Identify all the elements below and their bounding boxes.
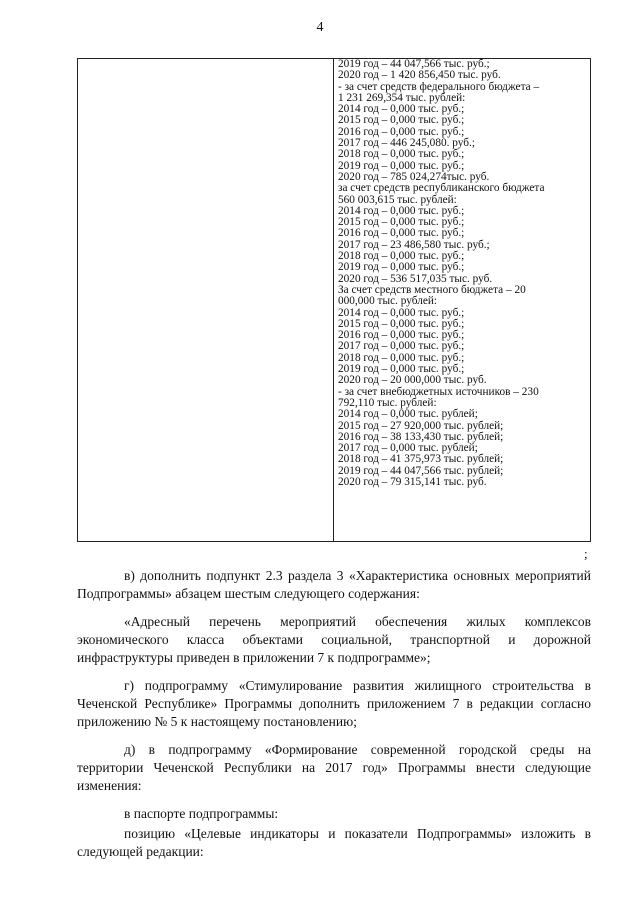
table-closing-semicolon: ;	[584, 546, 588, 561]
funding-line: 2018 год – 0,000 тыс. руб.;	[338, 351, 465, 364]
table-cell-funding	[334, 59, 591, 542]
funding-line: За счет средств местного бюджета – 20	[338, 283, 526, 296]
funding-list	[334, 59, 590, 488]
funding-line: 1 231 269,354 тыс. рублей:	[338, 91, 466, 104]
funding-line: 2018 год – 0,000 тыс. руб.;	[338, 250, 465, 263]
funding-line: 2014 год – 0,000 тыс. руб.;	[338, 306, 465, 319]
funding-line: - за счет внебюджетных источников – 230	[338, 385, 539, 398]
page-number: 4	[316, 20, 324, 35]
paragraph-v: в) дополнить подпункт 2.3 раздела 3 «Характеристика основных мероприятий Подпрограммы» абзацем шестым следующего содержания:	[77, 568, 591, 601]
funding-line: 2017 год – 23 486,580 тыс. руб.;	[338, 238, 490, 251]
funding-line: 2020 год – 20 000,000 тыс. руб.	[338, 374, 487, 387]
funding-line: 2016 год – 0,000 тыс. руб.;	[338, 125, 465, 138]
funding-line: за счет средств республиканского бюджета	[338, 182, 545, 195]
paragraph-position: позицию «Целевые индикаторы и показатели Подпрограммы» изложить в следующей редакции:	[77, 826, 591, 859]
funding-line: 2019 год – 0,000 тыс. руб.;	[338, 159, 465, 172]
funding-line: 2020 год – 1 420 856,450 тыс. руб.	[338, 69, 501, 82]
paragraph-passport: в паспорте подпрограммы:	[124, 806, 279, 821]
funding-line: 2017 год – 446 245,080. руб.;	[338, 137, 475, 150]
table-cell-label	[78, 59, 334, 542]
funding-line: 2019 год – 44 047,566 тыс. рублей;	[338, 464, 504, 477]
funding-line: 2014 год – 0,000 тыс. руб.;	[338, 103, 465, 116]
funding-line: 2014 год – 0,000 тыс. руб.;	[338, 204, 465, 217]
funding-line: 2019 год – 0,000 тыс. руб.;	[338, 363, 465, 376]
paragraph-address-list: «Адресный перечень мероприятий обеспечения жилых комплексов экономического класса объектами социальной, транспортной и дорожной инфраструктуры приведен в приложении 7 к подпрограмме»;	[77, 614, 591, 665]
funding-line: 2019 год – 0,000 тыс. руб.;	[338, 261, 465, 274]
paragraph-g: г) подпрограмму «Стимулирование развития жилищного строительства в Чеченской Республике» Программы дополнить приложением 7 в редакции согласно приложению № 5 к настоящему постановлению;	[77, 678, 591, 729]
funding-line: 2014 год – 0,000 тыс. рублей;	[338, 408, 478, 421]
funding-line: 792,110 тыс. рублей:	[338, 396, 437, 409]
funding-line: 2019 год – 44 047,566 тыс. руб.;	[338, 58, 490, 70]
funding-line: 2016 год – 0,000 тыс. руб.;	[338, 329, 465, 342]
funding-line: 000,000 тыс. рублей:	[338, 295, 438, 308]
funding-line: - за счет средств федерального бюджета –	[338, 80, 540, 93]
funding-line: 2016 год – 0,000 тыс. руб.;	[338, 227, 465, 240]
funding-line: 2015 год – 27 920,000 тыс. рублей;	[338, 419, 504, 432]
passport-table	[77, 58, 591, 542]
funding-line: 2020 год – 536 517,035 тыс. руб.	[338, 272, 493, 285]
amendment-text	[77, 567, 591, 871]
funding-line: 2020 год – 79 315,141 тыс. руб.	[338, 475, 487, 488]
funding-line: 2018 год – 0,000 тыс. руб.;	[338, 148, 465, 161]
funding-line: 2015 год – 0,000 тыс. руб.;	[338, 317, 465, 330]
funding-line: 560 003,615 тыс. рублей:	[338, 193, 457, 206]
funding-line: 2017 год – 0,000 тыс. руб.;	[338, 340, 465, 353]
funding-line: 2020 год – 785 024,274тыс. руб.	[338, 170, 490, 183]
funding-line: 2016 год – 38 133,430 тыс. рублей;	[338, 430, 504, 443]
funding-line: 2015 год – 0,000 тыс. руб.;	[338, 216, 465, 229]
table-row	[78, 59, 591, 542]
funding-line: 2017 год – 0,000 тыс. рублей;	[338, 442, 478, 455]
paragraph-d: д) в подпрограмму «Формирование современной городской среды на территории Чеченской Республики на 2017 год» Программы внести следующие изменения:	[77, 742, 591, 793]
funding-line: 2015 год – 0,000 тыс. руб.;	[338, 114, 465, 127]
funding-line: 2018 год – 41 375,973 тыс. рублей;	[338, 453, 504, 466]
